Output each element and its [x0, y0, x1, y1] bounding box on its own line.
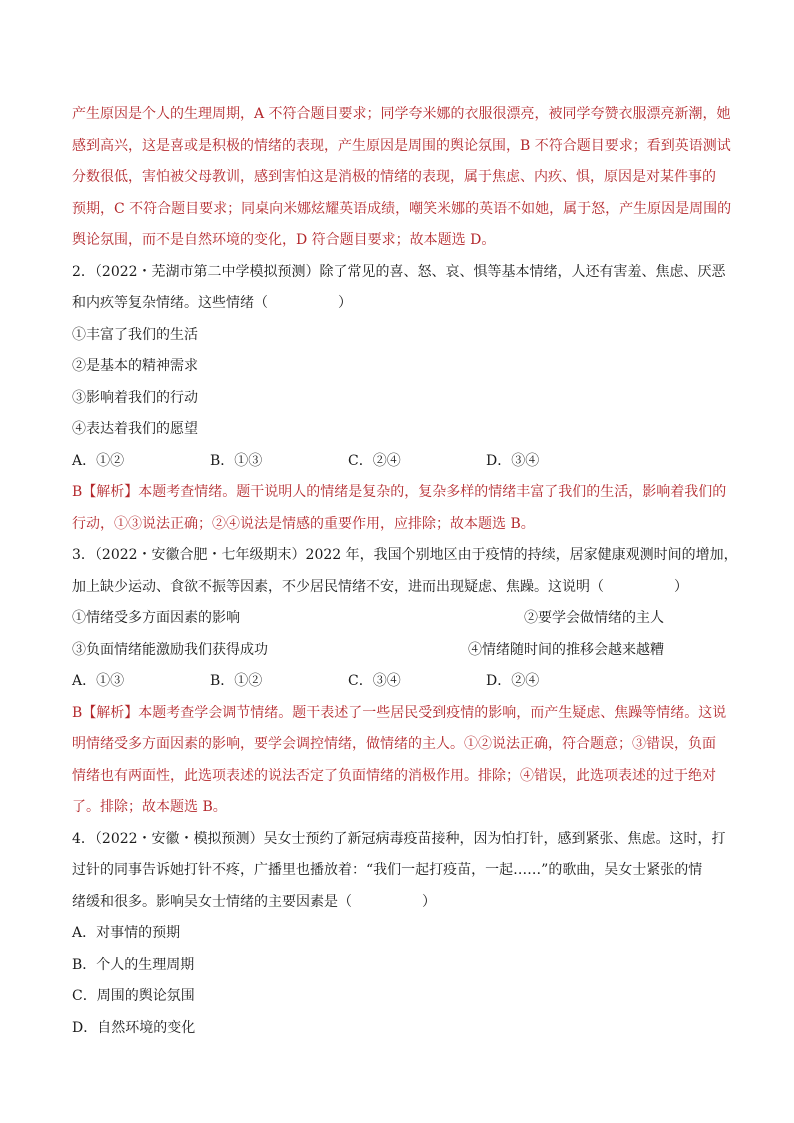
option-c: C．③④: [348, 673, 401, 689]
option-a: A．对事情的预期: [72, 925, 181, 941]
option-b: B．个人的生理周期: [72, 956, 195, 973]
question-stem-line: 2．（2022・芜湖市第二中学模拟预测）除了常见的喜、怒、哀、惧等基本情绪，人还有害羞、焦虑、厌恶: [72, 263, 726, 280]
q1-analysis: [72, 99, 732, 257]
statement: ②是基本的精神需求: [72, 358, 198, 374]
analysis-line: 了。排除；故本题选 B。: [72, 799, 227, 815]
option-d: D．自然环境的变化: [72, 1019, 196, 1036]
statement: ③负面情绪能激励我们获得成功: [72, 641, 268, 658]
analysis-line: 明情绪受多方面因素的影响，要学会调控情绪，做情绪的主人。①②说法正确，符合题意；③错误，负面: [72, 736, 716, 752]
question-stem-line: 4．（2022・安徽・模拟预测）吴女士预约了新冠病毒疫苗接种，因为怕打针，感到紧张、焦虑。这时，打: [72, 830, 726, 847]
option-a: A．①②: [72, 452, 125, 469]
question-4: [72, 824, 726, 1045]
question-stem-line: 过针的同事告诉她打针不疼，广播里也播放着：“我们一起打疫苗，一起……”的歌曲，吴女士紧张的情: [72, 862, 703, 878]
question-stem-line: 加上缺少运动、食欲不振等因素，不少居民情绪不安，进而出现疑虑、焦躁。这说明（ ）: [72, 578, 688, 595]
analysis-line: 产生原因是个人的生理周期，A 不符合题目要求；同学夸米娜的衣服很漂亮，被同学夸赞衣服漂亮新潮，她: [72, 106, 731, 122]
option-c: C．周围的舆论氛围: [72, 988, 195, 1004]
question-3: [72, 540, 738, 824]
option-b: B．①③: [210, 452, 263, 469]
statement: ③影响着我们的行动: [72, 389, 198, 406]
analysis-line: 情绪也有两面性，此选项表述的说法否定了负面情绪的消极作用。排除；④错误，此选项表述的过于绝对: [72, 767, 716, 784]
question-2: [72, 257, 727, 541]
analysis-line: 舆论氛围，而不是自然环境的变化，D 符合题目要求；故本题选 D。: [72, 232, 496, 248]
analysis-line: 感到高兴，这是喜或是积极的情绪的表现，产生原因是周围的舆论氛围，B 不符合题目要求；看到英语测试: [72, 137, 731, 154]
statement: ①情绪受多方面因素的影响: [72, 610, 240, 626]
statement: ④情绪随时间的推移会越来越糟: [468, 641, 664, 658]
statement-row: [72, 635, 722, 667]
option-a: A．①③: [72, 673, 125, 689]
analysis-line: B【解析】本题考查学会调节情绪。题干表述了一些居民受到疫情的影响，而产生疑虑、焦躁等情绪。这说: [72, 704, 727, 721]
analysis-line: B【解析】本题考查情绪。题干说明人的情绪是复杂的，复杂多样的情绪丰富了我们的生活，影响着我们的: [72, 484, 727, 500]
statement: ④表达着我们的愿望: [72, 421, 198, 437]
analysis-line: 分数很低，害怕被父母教训，感到害怕这是消极的情绪的表现，属于焦虑、内疚、惧，原因是对某件事的: [72, 169, 716, 185]
statement: ①丰富了我们的生活: [72, 326, 198, 343]
option-c: C．②④: [348, 452, 401, 469]
option-d: D．②④: [486, 673, 540, 689]
question-stem-line: 3．（2022・安徽合肥・七年级期末）2022 年，我国个别地区由于疫情的持续，居家健康观测时间的增加，: [72, 547, 738, 563]
option-d: D．③④: [486, 452, 540, 469]
answer-options: [72, 666, 722, 698]
statement-row: [72, 603, 722, 635]
analysis-line: 行动，①③说法正确；②④说法是情感的重要作用，应排除；故本题选 B。: [72, 515, 535, 532]
answer-options: [72, 446, 722, 478]
option-b: B．①②: [210, 673, 263, 689]
question-stem-line: 和内疚等复杂情绪。这些情绪（ ）: [72, 295, 352, 311]
analysis-line: 预期，C 不符合题目要求；同桌向米娜炫耀英语成绩，嘲笑米娜的英语不如她，属于怒，产生原因是周围的: [72, 200, 732, 217]
statement: ②要学会做情绪的主人: [524, 610, 664, 626]
question-stem-line: 绪缓和很多。影响吴女士情绪的主要因素是（ ）: [72, 893, 436, 910]
